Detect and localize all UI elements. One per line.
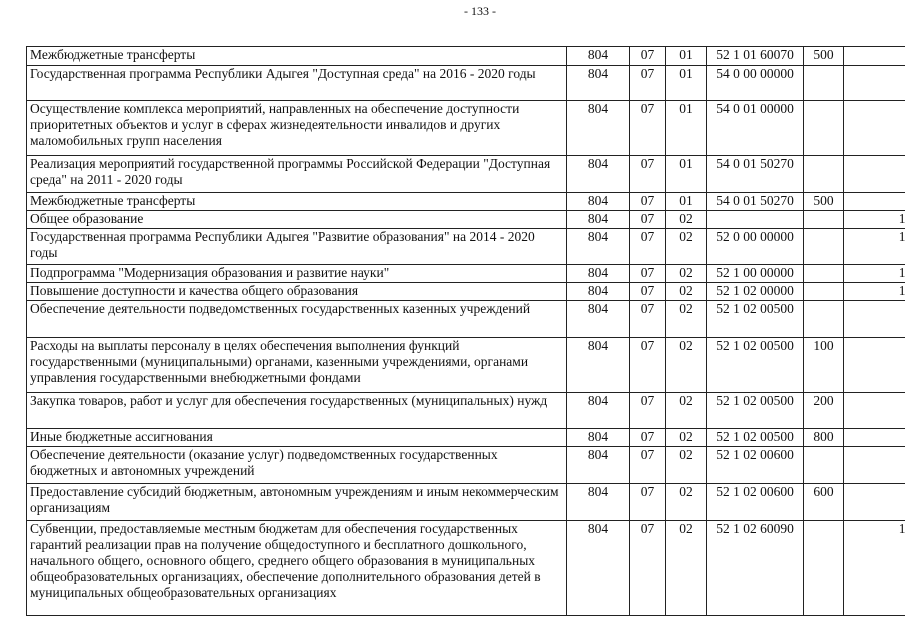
expense-type-code xyxy=(804,229,844,265)
target-item-code: 52 1 02 00500 xyxy=(707,393,804,429)
amount-cell xyxy=(844,101,905,156)
item-name: Государственная программа Республики Адыгея "Доступная среда" на 2016 - 2020 годы xyxy=(27,66,567,101)
subsection-code: 02 xyxy=(666,484,707,521)
ministry-code: 804 xyxy=(567,283,630,301)
amount-cell xyxy=(844,393,905,429)
amount-cell xyxy=(844,447,905,484)
subsection-code: 02 xyxy=(666,265,707,283)
table-row xyxy=(27,521,905,616)
expense-type-code xyxy=(804,156,844,193)
item-name: Повышение доступности и качества общего образования xyxy=(27,283,567,301)
expense-type-code: 100 xyxy=(804,338,844,393)
item-name: Межбюджетные трансферты xyxy=(27,47,567,66)
section-code: 07 xyxy=(630,338,666,393)
target-item-code: 52 1 01 60070 xyxy=(707,47,804,66)
amount-cell xyxy=(844,484,905,521)
table-row xyxy=(27,47,905,66)
section-code: 07 xyxy=(630,283,666,301)
amount-cell xyxy=(844,156,905,193)
ministry-code: 804 xyxy=(567,301,630,338)
target-item-code: 54 0 01 50270 xyxy=(707,156,804,193)
subsection-code: 02 xyxy=(666,301,707,338)
amount-cell: 1 xyxy=(844,211,905,229)
section-code: 07 xyxy=(630,393,666,429)
table-row xyxy=(27,211,905,229)
target-item-code: 52 1 02 00500 xyxy=(707,429,804,447)
subsection-code: 01 xyxy=(666,66,707,101)
ministry-code: 804 xyxy=(567,47,630,66)
ministry-code: 804 xyxy=(567,101,630,156)
expense-type-code xyxy=(804,521,844,616)
ministry-code: 804 xyxy=(567,265,630,283)
expense-type-code xyxy=(804,211,844,229)
subsection-code: 01 xyxy=(666,156,707,193)
target-item-code xyxy=(707,211,804,229)
subsection-code: 01 xyxy=(666,47,707,66)
table-row xyxy=(27,447,905,484)
section-code: 07 xyxy=(630,193,666,211)
target-item-code: 52 0 00 00000 xyxy=(707,229,804,265)
section-code: 07 xyxy=(630,101,666,156)
ministry-code: 804 xyxy=(567,229,630,265)
ministry-code: 804 xyxy=(567,521,630,616)
expense-type-code xyxy=(804,101,844,156)
subsection-code: 01 xyxy=(666,193,707,211)
item-name: Закупка товаров, работ и услуг для обеспечения государственных (муниципальных) нужд xyxy=(27,393,567,429)
target-item-code: 54 0 01 00000 xyxy=(707,101,804,156)
ministry-code: 804 xyxy=(567,156,630,193)
section-code: 07 xyxy=(630,484,666,521)
ministry-code: 804 xyxy=(567,338,630,393)
expense-type-code: 200 xyxy=(804,393,844,429)
section-code: 07 xyxy=(630,229,666,265)
amount-cell: 1 xyxy=(844,521,905,616)
section-code: 07 xyxy=(630,301,666,338)
item-name: Расходы на выплаты персоналу в целях обеспечения выполнения функций государственными (муниципальными) органами, казенными учреждениями, органами управления государственными внебюджетными фондами xyxy=(27,338,567,393)
item-name: Общее образование xyxy=(27,211,567,229)
ministry-code: 804 xyxy=(567,66,630,101)
target-item-code: 52 1 02 60090 xyxy=(707,521,804,616)
section-code: 07 xyxy=(630,521,666,616)
table-row xyxy=(27,229,905,265)
expense-type-code xyxy=(804,66,844,101)
target-item-code: 54 0 01 50270 xyxy=(707,193,804,211)
target-item-code: 52 1 02 00500 xyxy=(707,301,804,338)
amount-cell: 1 xyxy=(844,283,905,301)
expense-type-code xyxy=(804,265,844,283)
table-row xyxy=(27,193,905,211)
subsection-code: 02 xyxy=(666,211,707,229)
section-code: 07 xyxy=(630,211,666,229)
amount-cell xyxy=(844,47,905,66)
ministry-code: 804 xyxy=(567,211,630,229)
expense-type-code: 500 xyxy=(804,47,844,66)
subsection-code: 02 xyxy=(666,429,707,447)
amount-cell xyxy=(844,193,905,211)
ministry-code: 804 xyxy=(567,193,630,211)
section-code: 07 xyxy=(630,66,666,101)
amount-cell xyxy=(844,338,905,393)
target-item-code: 52 1 02 00000 xyxy=(707,283,804,301)
item-name: Иные бюджетные ассигнования xyxy=(27,429,567,447)
expense-type-code xyxy=(804,447,844,484)
amount-cell xyxy=(844,66,905,101)
table-row xyxy=(27,429,905,447)
item-name: Предоставление субсидий бюджетным, автономным учреждениям и иным некоммерческим организациям xyxy=(27,484,567,521)
table-row xyxy=(27,338,905,393)
budget-table xyxy=(26,46,905,616)
item-name: Подпрограмма "Модернизация образования и развитие науки" xyxy=(27,265,567,283)
page-number: - 133 - xyxy=(464,4,496,18)
subsection-code: 02 xyxy=(666,447,707,484)
target-item-code: 52 1 02 00600 xyxy=(707,447,804,484)
item-name: Субвенции, предоставляемые местным бюджетам для обеспечения государственных гарантий реализации прав на получение общедоступного и бесплатного дошкольного, начального общего, основного общего, среднего общего образования в муниципальных общеобразовательных организациях, обеспечение дополнительного образования детей в муниципальных общеобразовательных организациях xyxy=(27,521,567,616)
item-name: Межбюджетные трансферты xyxy=(27,193,567,211)
subsection-code: 02 xyxy=(666,229,707,265)
table-row xyxy=(27,484,905,521)
subsection-code: 02 xyxy=(666,338,707,393)
item-name: Реализация мероприятий государственной программы Российской Федерации "Доступная среда" на 2011 - 2020 годы xyxy=(27,156,567,193)
expense-type-code: 800 xyxy=(804,429,844,447)
section-code: 07 xyxy=(630,429,666,447)
ministry-code: 804 xyxy=(567,429,630,447)
target-item-code: 52 1 00 00000 xyxy=(707,265,804,283)
table-row xyxy=(27,101,905,156)
section-code: 07 xyxy=(630,156,666,193)
amount-cell: 1 xyxy=(844,265,905,283)
table-row xyxy=(27,66,905,101)
expense-type-code: 500 xyxy=(804,193,844,211)
expense-type-code xyxy=(804,283,844,301)
table-row xyxy=(27,283,905,301)
amount-cell xyxy=(844,429,905,447)
item-name: Государственная программа Республики Адыгея "Развитие образования" на 2014 - 2020 годы xyxy=(27,229,567,265)
ministry-code: 804 xyxy=(567,393,630,429)
table-row xyxy=(27,393,905,429)
section-code: 07 xyxy=(630,47,666,66)
amount-cell: 1 xyxy=(844,229,905,265)
amount-cell xyxy=(844,301,905,338)
subsection-code: 02 xyxy=(666,283,707,301)
subsection-code: 02 xyxy=(666,393,707,429)
target-item-code: 52 1 02 00600 xyxy=(707,484,804,521)
section-code: 07 xyxy=(630,447,666,484)
item-name: Осуществление комплекса мероприятий, направленных на обеспечение доступности приоритетных объектов и услуг в сферах жизнедеятельности инвалидов и других маломобильных групп населения xyxy=(27,101,567,156)
target-item-code: 54 0 00 00000 xyxy=(707,66,804,101)
ministry-code: 804 xyxy=(567,447,630,484)
table-row xyxy=(27,156,905,193)
item-name: Обеспечение деятельности (оказание услуг) подведомственных государственных бюджетных и автономных учреждений xyxy=(27,447,567,484)
item-name: Обеспечение деятельности подведомственных государственных казенных учреждений xyxy=(27,301,567,338)
expense-type-code: 600 xyxy=(804,484,844,521)
table-row xyxy=(27,301,905,338)
table-row xyxy=(27,265,905,283)
expense-type-code xyxy=(804,301,844,338)
subsection-code: 01 xyxy=(666,101,707,156)
ministry-code: 804 xyxy=(567,484,630,521)
target-item-code: 52 1 02 00500 xyxy=(707,338,804,393)
section-code: 07 xyxy=(630,265,666,283)
subsection-code: 02 xyxy=(666,521,707,616)
